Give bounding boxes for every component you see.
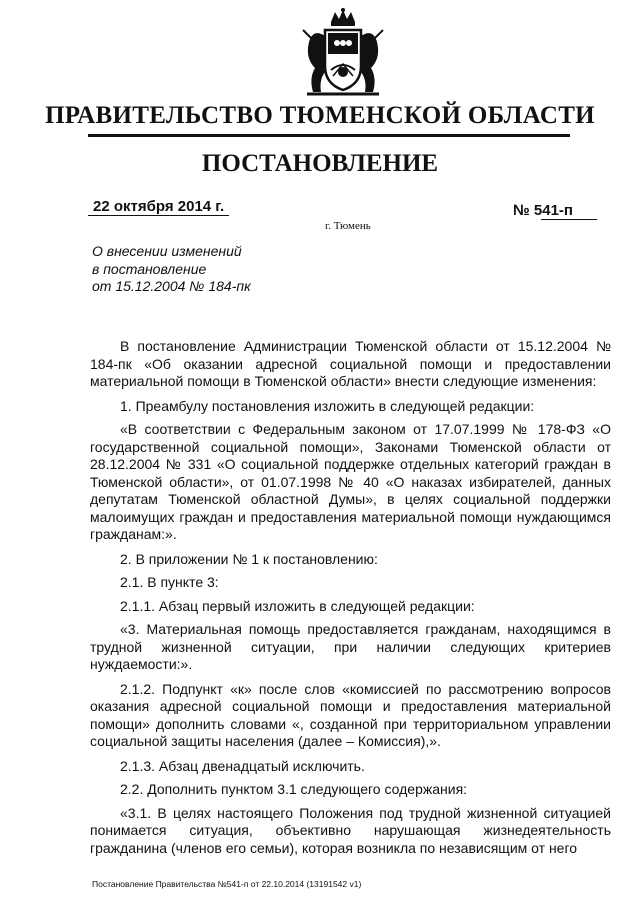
body-paragraph: 2. В приложении № 1 к постановлению: xyxy=(120,550,378,567)
number-underline xyxy=(541,219,597,220)
body-paragraph: 2.1.1. Абзац первый изложить в следующей редакции: xyxy=(120,597,475,614)
government-title: ПРАВИТЕЛЬСТВО ТЮМЕНСКОЙ ОБЛАСТИ xyxy=(45,102,595,129)
body-paragraph: «3. Материальная помощь предоставляется гражданам, находящимся в трудной жизненной ситуации, при наличии следующих критериев нуждаемости:». xyxy=(90,621,611,672)
document-type-title: ПОСТАНОВЛЕНИЕ xyxy=(201,150,439,177)
body-paragraph: «3.1. В целях настоящего Положения под трудной жизненной ситуацией понимается ситуация, объективно нарушающая жизнедеятельность гражданина (членов его семьи), которая возникла по независящим от него xyxy=(90,804,611,856)
subject-line: в постановление xyxy=(92,260,207,277)
body-paragraph: 2.2. Дополнить пунктом 3.1 следующего содержания: xyxy=(120,781,468,797)
body-paragraph: В постановление Администрации Тюменской области от 15.12.2004 № 184-пк «Об оказании адресной социальной помощи и предоставлении материальной помощи в Тюменской области» внести следующие изменения: xyxy=(90,338,611,389)
document-city: г. Тюмень xyxy=(325,220,371,232)
footer-reference: Постановление Правительства №541-п от 22.10.2014 (13191542 v1) xyxy=(92,879,362,889)
body-paragraph: 2.1. В пункте 3: xyxy=(120,574,219,590)
subject-line: О внесении изменений xyxy=(92,243,242,259)
subject-line: от 15.12.2004 № 184-пк xyxy=(92,278,251,294)
document-date: 22 октября 2014 г. xyxy=(93,198,225,215)
document-number: № 541-п xyxy=(513,202,573,219)
body-paragraph: 2.1.2. Подпункт «к» после слов «комиссией по рассмотрению вопросов оказания адресной социальной помощи и предоставления материальной помощи» дополнить словами «, созданной при территориальном управлении социальной защиты населения (далее – Комиссия),». xyxy=(90,680,611,749)
document-body xyxy=(90,338,611,863)
coat-of-arms-icon xyxy=(295,8,391,100)
body-paragraph: 1. Преамбулу постановления изложить в следующей редакции: xyxy=(120,397,535,414)
header-divider xyxy=(88,134,570,137)
document-subject xyxy=(92,243,251,296)
date-underline xyxy=(88,215,229,216)
body-paragraph: 2.1.3. Абзац двенадцатый исключить. xyxy=(120,757,365,774)
body-paragraph: «В соответствии с Федеральным законом от 17.07.1999 № 178-ФЗ «О государственной социальной помощи», Законами Тюменской области от 28.12.2004 № 331 «О социальной поддержке отдельных категорий граждан в Тюменской области», от 01.07.1998 № 40 «О наказах избирателей, данных депутатам Тюменской областной Думы», в целях социальной поддержки малоимущих граждан и предоставления материальной помощи нуждающимся гражданам:». xyxy=(90,421,611,542)
